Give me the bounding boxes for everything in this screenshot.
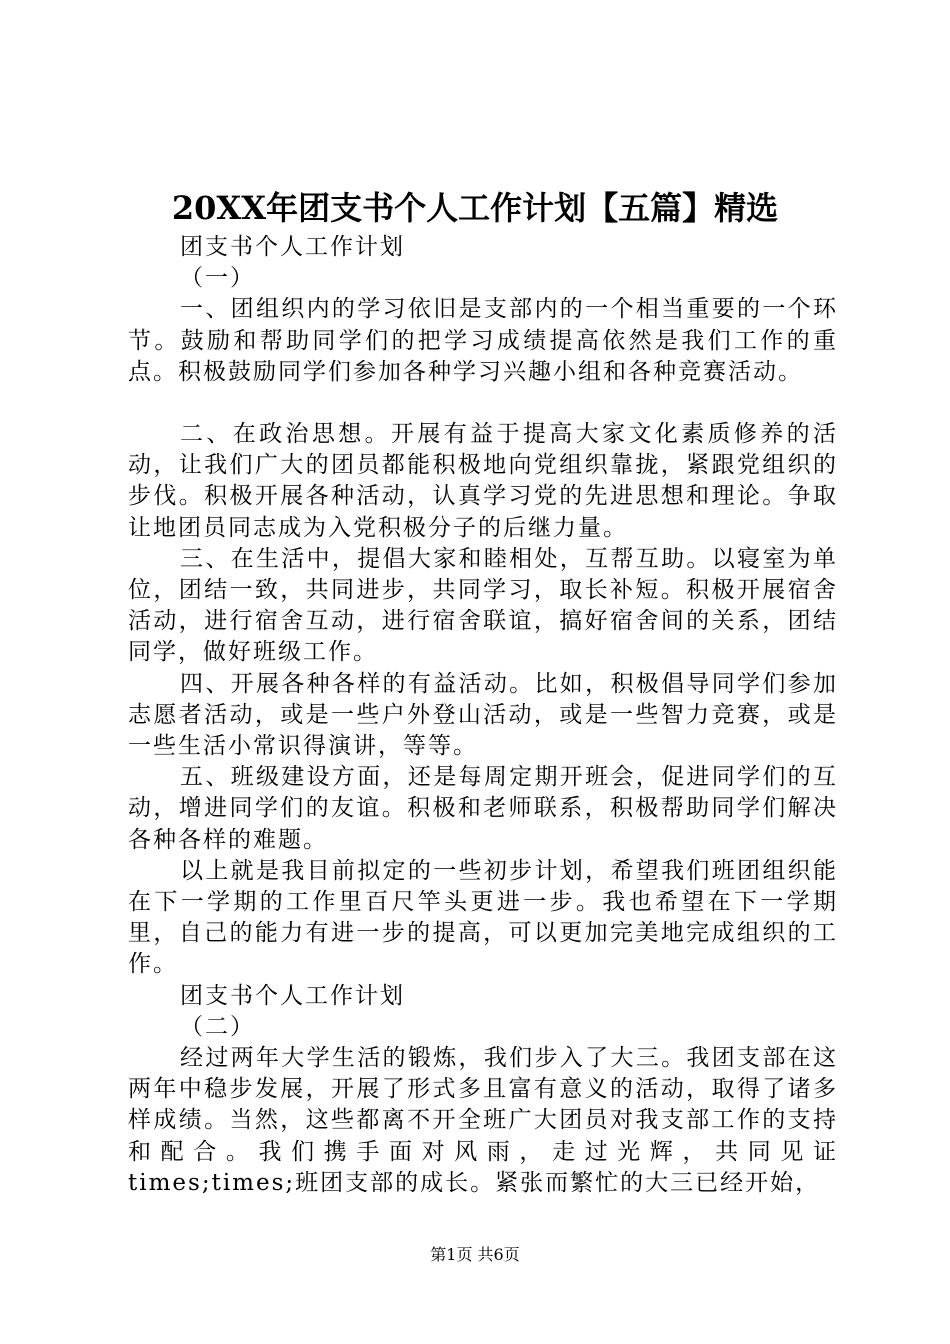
- section-heading: 团支书个人工作计划: [180, 234, 405, 260]
- section-number: （一）: [180, 265, 255, 292]
- section-heading: 团支书个人工作计划: [180, 982, 405, 1009]
- document-title: 20XX年团支书个人工作计划【五篇】精选: [171, 189, 779, 227]
- paragraph: 以上就是我目前拟定的一些初步计划，希望我们班团组织能在下一学期的工作里百尺竿头更进一步。我也希望在下一学期里，自己的能力有进一步的提高，可以更加完美地完成组织的工作。: [128, 857, 838, 978]
- paragraph: 经过两年大学生活的锻炼，我们步入了大三。我团支部在这两年中稳步发展，开展了形式多且富有意义的活动，取得了诸多样成绩。当然，这些都离不开全班广大团员对我支部工作的支持和配合。我们携手面对风雨，走过光辉，共同见证times;times;班团支部的成长。紧张而繁忙的大三已经开始，: [128, 1045, 838, 1196]
- page-footer: 第1页 共6页: [430, 1245, 520, 1264]
- paragraph: 二、在政治思想。开展有益于提高大家文化素质修养的活动，让我们广大的团员都能积极地向党组织靠拢，紧跟党组织的步伐。积极开展各种活动，认真学习党的先进思想和理论。争取让地团员同志成为入党积极分子的后继力量。: [128, 421, 838, 541]
- paragraph: 三、在生活中，提倡大家和睦相处，互帮互助。以寝室为单位，团结一致，共同进步，共同学习，取长补短。积极开展宿舍活动，进行宿舍互动，进行宿舍联谊，搞好宿舍间的关系，团结同学，做好班级工作。: [128, 545, 838, 666]
- section-number: （二）: [180, 1013, 255, 1040]
- document-body: [128, 232, 838, 1199]
- paragraph: 五、班级建设方面，还是每周定期开班会，促进同学们的互动，增进同学们的友谊。积极和老师联系，积极帮助同学们解决各种各样的难题。: [128, 764, 838, 853]
- paragraph: 一、团组织内的学习依旧是支部内的一个相当重要的一个环节。鼓励和帮助同学们的把学习成绩提高依然是我们工作的重点。积极鼓励同学们参加各种学习兴趣小组和各种竞赛活动。: [128, 296, 838, 385]
- paragraph: 四、开展各种各样的有益活动。比如，积极倡导同学们参加志愿者活动，或是一些户外登山活动，或是一些智力竞赛，或是一些生活小常识得演讲，等等。: [128, 670, 838, 760]
